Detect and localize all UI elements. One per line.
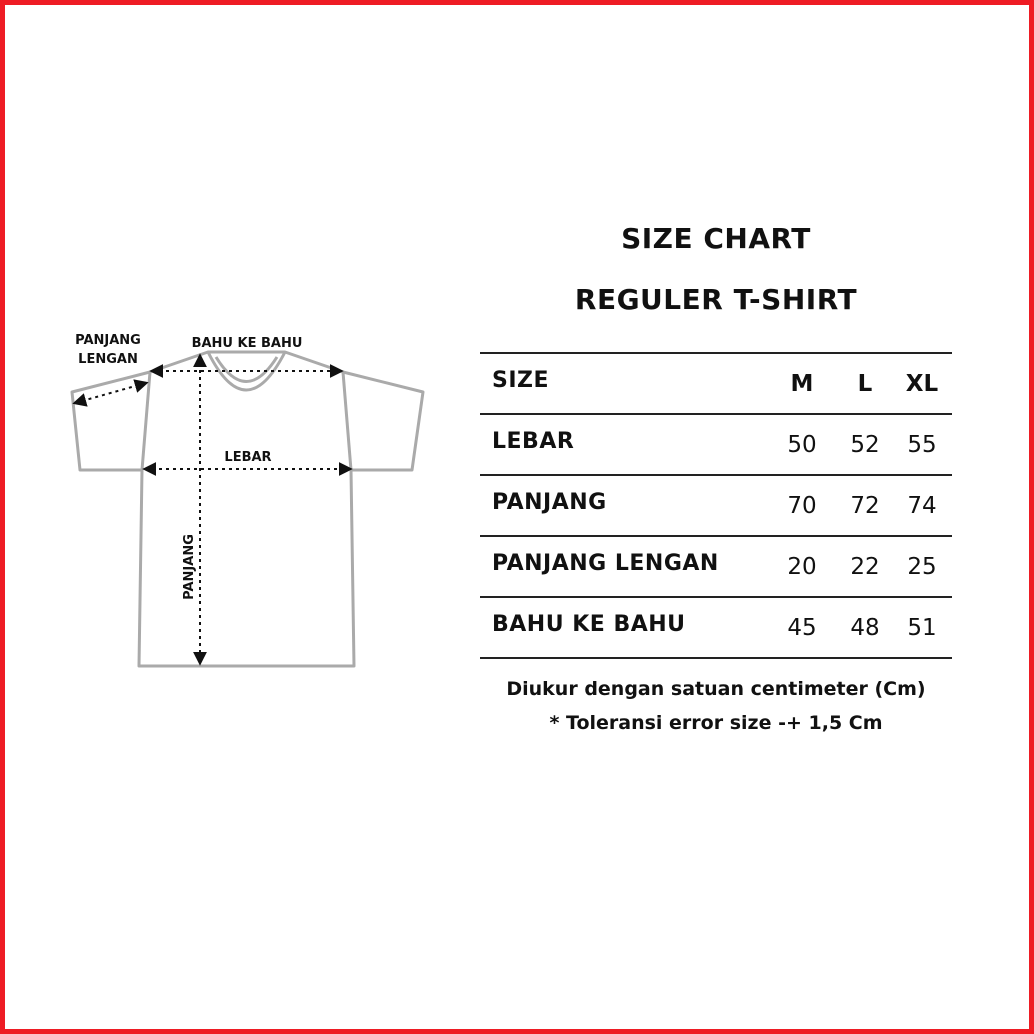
table-row: [480, 596, 952, 659]
row-label: PANJANG: [492, 490, 607, 515]
table-row: [480, 535, 952, 596]
table-header-row: [480, 352, 952, 413]
tolerance-note: * Toleransi error size -+ 1,5 Cm: [549, 712, 883, 734]
length-label: PANJANG: [182, 534, 197, 600]
header-size-xl: XL: [905, 371, 939, 397]
table-row: [480, 413, 952, 474]
sleeve-length-label: PANJANG: [75, 333, 141, 348]
sleeve-length-label-line2: LENGAN: [78, 352, 138, 367]
header-size-m: M: [790, 371, 814, 397]
cell-m: 45: [787, 615, 817, 641]
tshirt-outline: [72, 352, 423, 666]
header-size-label: SIZE: [492, 368, 550, 393]
cell-m: 20: [787, 554, 817, 580]
header-size-l: L: [857, 371, 873, 397]
sleeve-seam-left: [142, 372, 150, 470]
sleeve-length-arrow: [75, 383, 146, 403]
size-table: [480, 352, 952, 659]
cell-xl: 51: [907, 615, 937, 641]
shoulder-label: BAHU KE BAHU: [191, 336, 303, 351]
tshirt-diagram: [0, 0, 460, 700]
page-subtitle: REGULER T-SHIRT: [574, 283, 858, 316]
cell-l: 22: [850, 554, 880, 580]
cell-xl: 25: [907, 554, 937, 580]
row-label: LEBAR: [492, 429, 575, 454]
sleeve-seam-right: [343, 372, 351, 470]
cell-l: 72: [850, 493, 880, 519]
row-label: BAHU KE BAHU: [492, 612, 686, 637]
cell-l: 52: [850, 432, 880, 458]
width-label: LEBAR: [224, 450, 272, 465]
page-title: SIZE CHART: [621, 222, 811, 255]
cell-m: 70: [787, 493, 817, 519]
cell-l: 48: [850, 615, 880, 641]
cell-xl: 55: [907, 432, 937, 458]
cell-m: 50: [787, 432, 817, 458]
row-label: PANJANG LENGAN: [492, 551, 719, 576]
cell-xl: 74: [907, 493, 937, 519]
table-row: [480, 474, 952, 535]
unit-note: Diukur dengan satuan centimeter (Cm): [506, 678, 926, 700]
